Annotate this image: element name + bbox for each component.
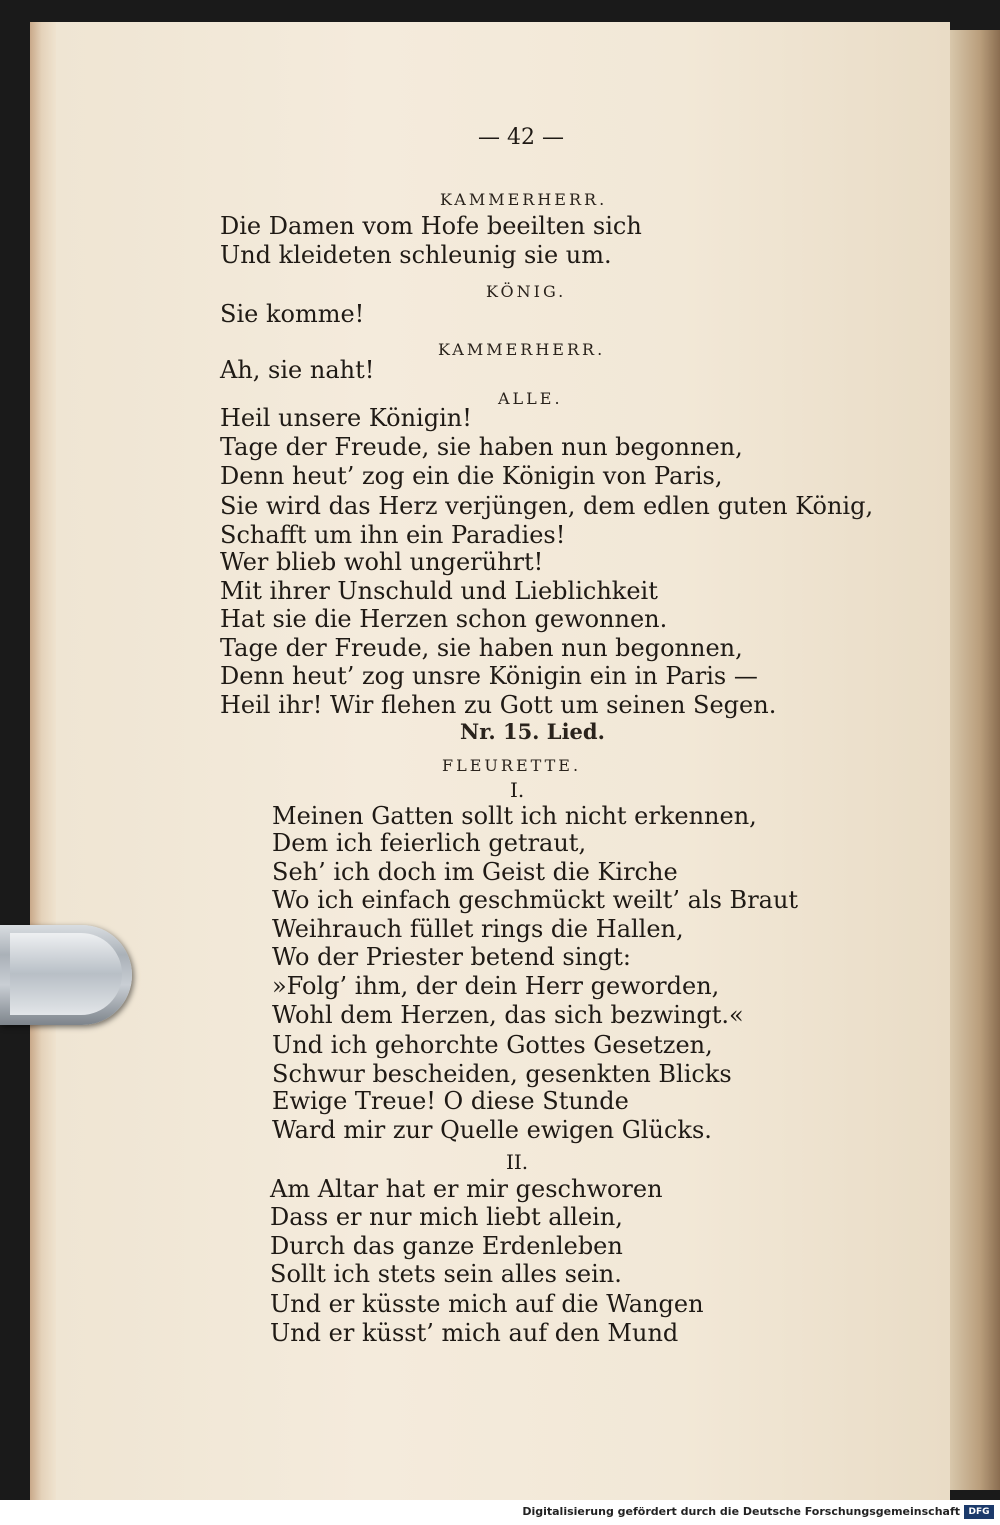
page-clip-highlight (10, 933, 122, 1015)
verse-line: Am Altar hat er mir geschworen (270, 1175, 663, 1203)
verse-line: Schwur bescheiden, gesenkten Blicks (272, 1060, 732, 1088)
dfg-logo: DFG (964, 1505, 994, 1519)
verse-line: Seh’ ich doch im Geist die Kirche (272, 858, 678, 886)
footer-bar (0, 1500, 1000, 1525)
verse-line: Wohl dem Herzen, das sich bezwingt.« (272, 1001, 744, 1029)
verse-line: »Folg’ ihm, der dein Herr geworden, (272, 972, 720, 1000)
text-line: Tage der Freude, sie haben nun begonnen, (220, 433, 743, 461)
speaker-heading: KAMMERHERR. (438, 340, 606, 359)
text-line: Sie komme! (220, 300, 365, 328)
text-line: Hat sie die Herzen schon gewonnen. (220, 605, 668, 633)
text-line: Und kleideten schleunig sie um. (220, 241, 612, 269)
page-left-edge (30, 22, 56, 1500)
speaker-heading: ALLE. (498, 389, 563, 408)
text-line: Heil unsere Königin! (220, 404, 472, 432)
verse-line: Meinen Gatten sollt ich nicht erkennen, (272, 802, 757, 830)
verse-line: Dass er nur mich liebt allein, (270, 1203, 623, 1231)
text-line: Die Damen vom Hofe beeilten sich (220, 212, 642, 240)
verse-numeral: I. (510, 778, 525, 802)
verse-line: Und er küsste mich auf die Wangen (270, 1290, 704, 1318)
verse-line: Wo der Priester betend singt: (272, 943, 631, 971)
text-line: Tage der Freude, sie haben nun begonnen, (220, 634, 743, 662)
verse-line: Und ich gehorchte Gottes Gesetzen, (272, 1031, 713, 1059)
page-clip (0, 925, 132, 1025)
text-line: Sie wird das Herz verjüngen, dem edlen guten König, (220, 492, 874, 520)
text-line: Denn heut’ zog ein die Königin von Paris, (220, 462, 723, 490)
text-line: Ah, sie naht! (220, 356, 375, 384)
verse-numeral: II. (506, 1150, 529, 1174)
verse-line: Durch das ganze Erdenleben (270, 1232, 623, 1260)
verse-line: Weihrauch füllet rings die Hallen, (272, 915, 684, 943)
text-line: Wer blieb wohl ungerührt! (220, 548, 544, 576)
text-line: Heil ihr! Wir flehen zu Gott um seinen Segen. (220, 691, 777, 719)
verse-line: Und er küsst’ mich auf den Mund (270, 1319, 679, 1347)
speaker-heading: KAMMERHERR. (440, 190, 608, 209)
page-right-edge (950, 30, 1000, 1490)
number-heading: Nr. 15. Lied. (460, 719, 605, 744)
verse-line: Sollt ich stets sein alles sein. (270, 1260, 622, 1288)
speaker-heading: KÖNIG. (486, 282, 567, 301)
footer-credit: Digitalisierung gefördert durch die Deutsche Forschungsgemeinschaft (522, 1505, 960, 1518)
text-line: Schafft um ihn ein Paradies! (220, 521, 566, 549)
verse-line: Ward mir zur Quelle ewigen Glücks. (272, 1116, 712, 1144)
text-line: Denn heut’ zog unsre Königin ein in Paris — (220, 662, 758, 690)
verse-line: Ewige Treue! O diese Stunde (272, 1087, 629, 1115)
verse-line: Wo ich einfach geschmückt weilt’ als Braut (272, 886, 799, 914)
speaker-heading: FLEURETTE. (442, 756, 582, 775)
verse-line: Dem ich feierlich getraut, (272, 829, 587, 857)
page-number: — 42 — (478, 125, 564, 150)
text-line: Mit ihrer Unschuld und Lieblichkeit (220, 577, 658, 605)
